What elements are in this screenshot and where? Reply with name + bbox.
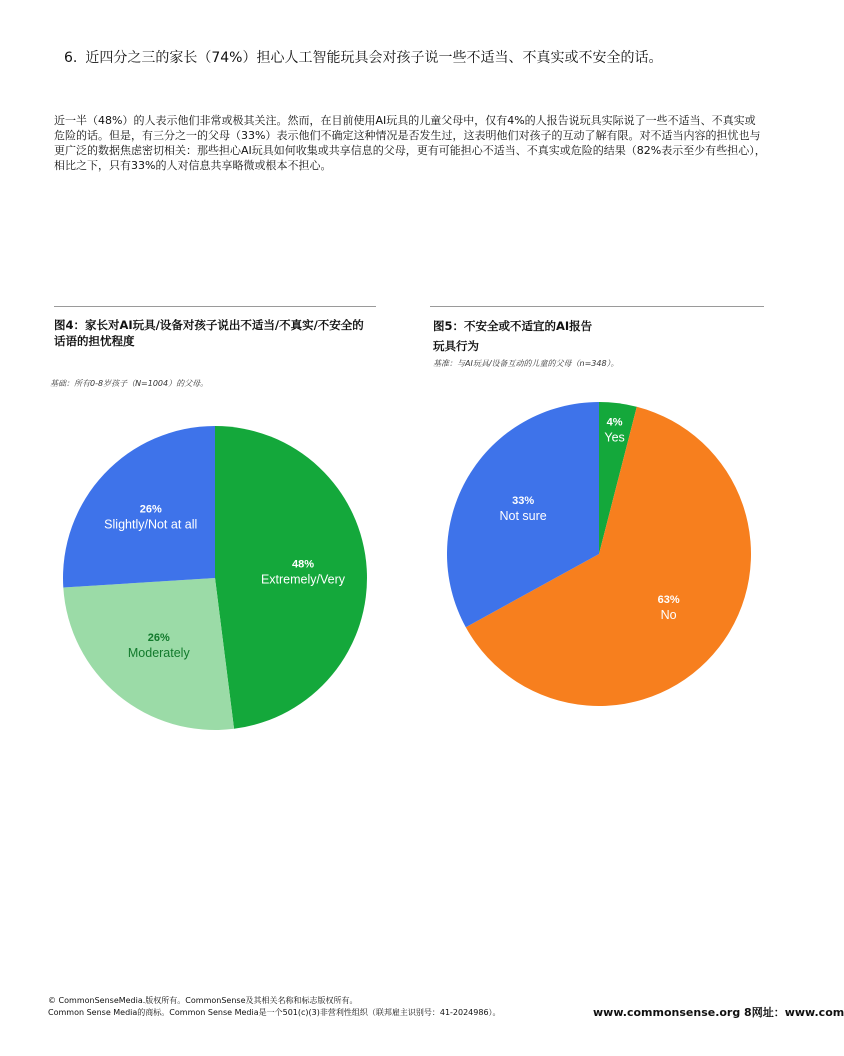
copyright-line2: Common Sense Media的商标。Common Sense Media是一个501(c)(3)非营利性组织（联邦雇主识别号：41-2024986）。	[48, 1008, 501, 1017]
figure5-rule	[430, 306, 764, 307]
slice-percent-label: 33%	[512, 495, 535, 508]
figure5-pie-chart	[445, 400, 755, 710]
slice-percent-label: 26%	[139, 503, 162, 516]
body-paragraph: 近一半（48%）的人表示他们非常或极其关注。然而，在目前使用AI玩具的儿童父母中，仅有4%的人报告说玩具实际说了一些不适当、不真实或危险的话。但是，有三分之一的父母（33%）表示他们不确定这种情况是否发生过，这表明他们对孩子的互动了解有限。对不适当内容的担忧也与更广泛的数据焦虑密切相关：那些担心AI玩具如何收集或共享信息的父母，更有可能担心不适当、不真实或危险的结果（82%表示至少有些担心），相比之下，只有33%的人对信息共享略微或根本不担心。	[54, 114, 766, 172]
figure4-title: 图4：家长对AI玩具/设备对孩子说出不适当/不真实/不安全的话语的担忧程度	[54, 318, 364, 348]
figure4-pie-chart	[60, 423, 372, 735]
copyright-footer	[48, 995, 608, 1019]
slice-percent-label: 63%	[657, 594, 680, 607]
slice-category-label: No	[660, 608, 677, 623]
slice-category-label: Slightly/Not at all	[104, 517, 198, 532]
slice-category-label: Extremely/Very	[260, 572, 346, 587]
copyright-line1: © CommonSenseMedia.版权所有。CommonSense及其相关名称和标志版权所有。	[48, 996, 358, 1005]
website-footer: www.commonsense.org 8网址：www.com	[593, 1006, 844, 1019]
figure4-note: 基础：所有0-8岁孩子（N=1004）的父母。	[50, 379, 209, 388]
section-heading	[64, 48, 784, 68]
slice-category-label: Yes	[604, 430, 625, 445]
figure5-note: 基准：与AI玩具/设备互动的儿童的父母（n=348）。	[433, 359, 619, 368]
figure4-rule	[54, 306, 376, 307]
section-title: 近四分之三的家长（74%）担心人工智能玩具会对孩子说一些不适当、不真实或不安全的话。	[85, 50, 663, 66]
slice-category-label: Not sure	[499, 509, 547, 524]
slice-percent-label: 48%	[291, 558, 315, 571]
figure5-title-line2: 玩具行为	[433, 339, 479, 353]
figure5-title: 图5：不安全或不适宜的AI报告	[433, 319, 593, 333]
slice-percent-label: 4%	[606, 416, 623, 429]
section-number: 6.	[64, 50, 78, 66]
slice-percent-label: 26%	[147, 631, 170, 644]
slice-category-label: Moderately	[127, 645, 190, 660]
